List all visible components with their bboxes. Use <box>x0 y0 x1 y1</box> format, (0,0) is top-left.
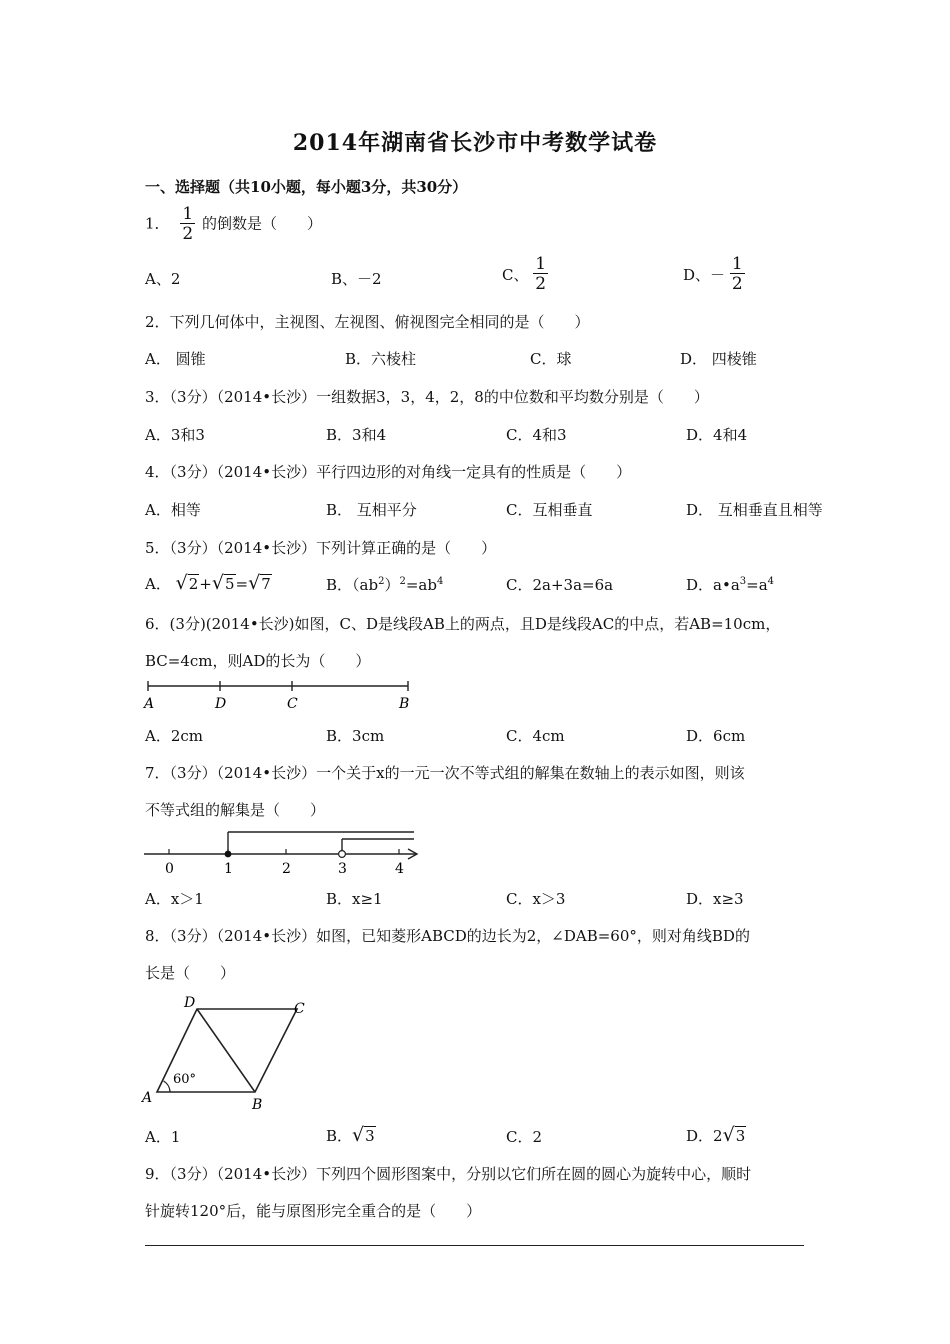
q7-tick-label-3: 3 <box>338 861 347 877</box>
q8-option-c: C．2 <box>506 1128 543 1146</box>
q7-solid-point <box>225 851 232 858</box>
question-8-line-1: 8．（3分）（2014•长沙）如图，已知菱形ABCD的边长为2，∠DAB=60°，则对角线BD的 <box>145 927 750 945</box>
q8-diagonal-bd <box>197 1009 255 1092</box>
q8-angle-label: 60° <box>173 1072 197 1087</box>
page-bottom-rule <box>145 1245 804 1246</box>
q2-option-d: D． 四棱锥 <box>680 350 757 368</box>
q6-label-c: C <box>287 696 298 712</box>
q6-option-a: A．2cm <box>145 727 204 745</box>
question-7-line-1: 7．（3分）（2014•长沙）一个关于x的一元一次不等式组的解集在数轴上的表示如图，则该 <box>145 764 745 782</box>
q1-option-d: D、－ $\frac{1}{2}$ <box>683 254 743 294</box>
q2-option-a: A． 圆锥 <box>145 350 206 368</box>
q8-label-a: A <box>142 1090 153 1106</box>
q7-option-a: A．x＞1 <box>145 890 204 908</box>
q6-label-a: A <box>144 696 155 712</box>
question-4: 4．（3分）（2014•长沙）平行四边形的对角线一定具有的性质是（ ） <box>145 463 632 481</box>
q8-angle-arc <box>164 1081 171 1092</box>
question-9-line-1: 9．（3分）（2014•长沙）下列四个圆形图案中，分别以它们所在圆的圆心为旋转中心，顺时 <box>145 1165 752 1183</box>
q7-tick-label-4: 4 <box>395 861 404 877</box>
q5-option-a: A． √2+√5=√7 <box>145 572 271 594</box>
question-8-line-2: 长是（ ） <box>145 964 236 982</box>
q4-option-a: A．相等 <box>145 501 201 519</box>
q8-rhombus-figure <box>140 992 320 1114</box>
q5-option-c: C．2a+3a=6a <box>506 576 614 594</box>
q1-option-a: A、2 <box>145 270 181 288</box>
q4-option-b: B． 互相平分 <box>326 501 417 519</box>
q1-option-b: B、－2 <box>331 270 382 288</box>
q3-option-d: D．4和4 <box>686 426 748 444</box>
q7-option-b: B．x≥1 <box>326 890 383 908</box>
question-3: 3．（3分）（2014•长沙）一组数据3，3，4，2，8的中位数和平均数分别是（ ） <box>145 388 709 406</box>
q1-text: 的倒数是（ ） <box>201 214 322 233</box>
q5-option-d: D．$a•a^3=a^4$ <box>686 576 775 594</box>
q4-option-d: D． 互相垂直且相等 <box>686 501 823 519</box>
question-6-line-1: 6．(3分)(2014•长沙)如图，C、D是线段AB上的两点，且D是线段AC的中点，若AB=10cm， <box>145 615 781 633</box>
q7-tick-label-0: 0 <box>165 861 174 877</box>
q6-line-segment-figure <box>140 678 420 714</box>
q2-option-c: C．球 <box>530 350 572 368</box>
question-1 <box>145 206 322 243</box>
q7-tick-label-1: 1 <box>224 861 233 877</box>
page-title: 2014年湖南省长沙市中考数学试卷 <box>292 130 658 156</box>
q8-label-b: B <box>252 1097 263 1113</box>
q6-label-d: D <box>215 696 227 712</box>
question-6-line-2: BC=4cm，则AD的长为（ ） <box>145 652 371 670</box>
q8-option-a: A．1 <box>145 1128 181 1146</box>
q8-label-d: D <box>184 995 196 1011</box>
q3-option-a: A．3和3 <box>145 426 205 444</box>
q5-option-b: B．$(ab^2)^2=ab^4$ <box>326 576 444 594</box>
q8-label-c: C <box>294 1001 305 1017</box>
q7-option-c: C．x＞3 <box>506 890 566 908</box>
q1-fraction: $\frac{1}{2}$ <box>182 204 194 244</box>
q2-option-b: B．六棱柱 <box>345 350 417 368</box>
question-2: 2．下列几何体中，主视图、左视图、俯视图完全相同的是（ ） <box>145 313 590 331</box>
question-7-line-2: 不等式组的解集是（ ） <box>145 801 326 819</box>
q3-option-c: C．4和3 <box>506 426 567 444</box>
q4-option-c: C．互相垂直 <box>506 501 593 519</box>
q6-option-b: B．3cm <box>326 727 385 745</box>
q7-hollow-point <box>339 851 346 858</box>
q1-option-c: C、 $\frac{1}{2}$ <box>502 254 547 294</box>
q6-option-d: D．6cm <box>686 727 746 745</box>
section-heading: 一、选择题（共10小题，每小题3分，共30分） <box>145 178 468 196</box>
q7-tick-label-2: 2 <box>282 861 291 877</box>
q8-option-b: B．√3 <box>326 1124 375 1146</box>
q6-option-c: C．4cm <box>506 727 565 745</box>
question-5: 5．（3分）（2014•长沙）下列计算正确的是（ ） <box>145 539 497 557</box>
q7-number-line-figure <box>140 826 425 878</box>
question-9-line-2: 针旋转120°后，能与原图形完全重合的是（ ） <box>145 1202 482 1220</box>
q6-label-b: B <box>399 696 410 712</box>
q3-option-b: B．3和4 <box>326 426 387 444</box>
q1-number: 1． <box>145 214 170 233</box>
q7-option-d: D．x≥3 <box>686 890 744 908</box>
q8-option-d: D．2√3 <box>686 1124 746 1146</box>
